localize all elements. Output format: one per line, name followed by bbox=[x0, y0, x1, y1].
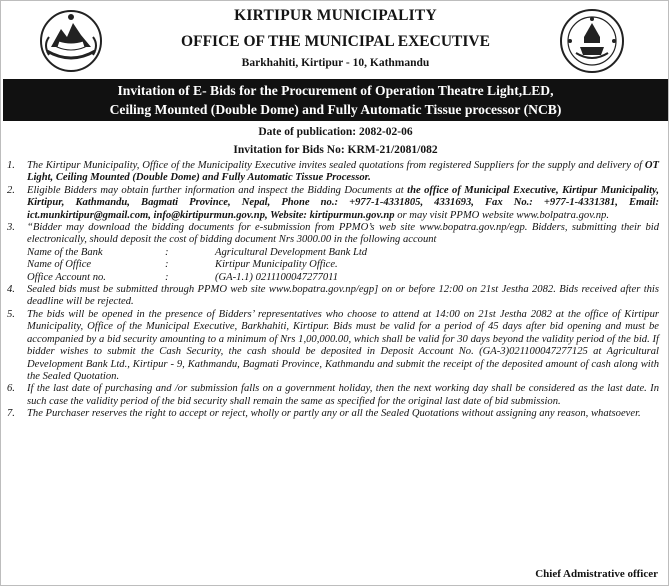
separator: : bbox=[165, 259, 169, 271]
office-title: OFFICE OF THE MUNICIPAL EXECUTIVE bbox=[181, 33, 490, 50]
list-item bbox=[7, 160, 659, 185]
item-number: 1. bbox=[7, 160, 15, 171]
bank-label: Name of the Bank bbox=[27, 246, 103, 258]
list-item bbox=[7, 185, 659, 222]
bank-value: Agricultural Development Bank Ltd bbox=[215, 246, 368, 258]
office-label: Name of Office bbox=[27, 259, 92, 271]
item-number: 4. bbox=[7, 284, 15, 296]
municipality-title: KIRTIPUR MUNICIPALITY bbox=[234, 7, 437, 24]
item-text: “Bidder may download the bidding documents for e-submission from PPMO’s web site www.bopatra.gov.np/egp. Bidders, submitting their bid electronically, should deposit the cost of bidding document Nrs 3000.00 in the following account bbox=[27, 222, 659, 246]
item-number: 7. bbox=[7, 408, 15, 420]
list-item bbox=[7, 408, 659, 420]
invitation-number: Invitation for Bids No: KRM-21/2081/082 bbox=[233, 144, 438, 156]
separator: : bbox=[165, 246, 169, 258]
banner-line-2: Ceiling Mounted (Double Dome) and Fully Automatic Tissue processor (NCB) bbox=[109, 102, 562, 117]
item-text: If the last date of purchasing and /or submission falls on a government holiday, then the next working day shall be considered as the last date. In such case the validity period of the bid security shall remain the same as specified for the original last date of bid submission. bbox=[27, 383, 659, 407]
notice-banner bbox=[3, 79, 668, 121]
terms-list bbox=[7, 160, 659, 421]
item-text-tail: or may visit PPMO website www.bolpatra.gov.np. bbox=[394, 209, 610, 221]
signature-title: Chief Admistrative officer bbox=[535, 568, 658, 580]
banner-line-1: Invitation of E- Bids for the Procurement of Operation Theatre Light,LED, bbox=[117, 83, 554, 98]
item-text: Eligible Bidders may obtain further information and inspect the Bidding Documents at bbox=[27, 184, 408, 196]
item-text: The Kirtipur Municipality, Office of the Municipality Executive invites sealed quotations from registered Suppliers for the supply and delivery of bbox=[27, 160, 645, 171]
office-address: Barkhahiti, Kirtipur - 10, Kathmandu bbox=[241, 57, 430, 69]
bank-account-table bbox=[27, 247, 659, 284]
item-text: Sealed bids must be submitted through PPMO web site www.bopatra.gov.np/egp] on or before 12:00 on 21st Jestha 2082. Bids received after this deadline will be rejected. bbox=[27, 284, 659, 308]
item-text: The Purchaser reserves the right to accept or reject, wholly or partly any or all the Sealed Quotations without assigning any reason, whatsoever. bbox=[27, 408, 641, 420]
item-number: 2. bbox=[7, 184, 15, 196]
item-number: 6. bbox=[7, 383, 15, 395]
separator: : bbox=[165, 271, 169, 283]
item-bold-text: the office of Municipal Executive, Kirtipur Municipality, Kirtipur, Kathmandu, Bagmati Province, Nepal, Phone no.: +977-1-4331805, 4331693, Fax No.: +977-1-4331381, Email: ict.munkirtipur@gmail.com, info@kirtipurmun.gov.np, Website: kirtipurmun.gov.np bbox=[27, 184, 659, 221]
list-item bbox=[7, 222, 659, 284]
list-item bbox=[7, 309, 659, 383]
item-number: 5. bbox=[7, 308, 15, 320]
account-label: Office Account no. bbox=[27, 271, 106, 283]
account-value: (GA-1.1) 0211100047277011 bbox=[215, 271, 338, 283]
office-value: Kirtipur Municipality Office. bbox=[215, 259, 338, 271]
item-text: The bids will be opened in the presence of Bidders’ representatives who choose to attend at 14:00 on 21st Jestha 2082 at the office of Kirtipur Municipality, Office of the Municipal Executive, Barkhahiti, Kirtipur. Bids must be valid for a period of 45 days after bid opening and must be accompanied by a bid security amounting to a minimum of Nrs 1,00,000.00, which shall be valid for 30 days beyond the validity period of the bid. If bidder wishes to submit the Cash Security, the cash should be deposited in Deposit Account No. (GA-3)021100047277125 at Agricultural Development Bank Ltd., Kirtipur - 9, Kathmandu, Bagmati Province, Kathmandu and submit the receipt of the deposited amount of cash along with the Sealed Quotation. bbox=[27, 308, 659, 382]
publication-date: Date of publication: 2082-02-06 bbox=[258, 126, 413, 138]
item-bold-text: OT Light, Ceiling Mounted (Double Dome) and Fully Automatic Tissue Processor. bbox=[27, 160, 659, 184]
item-number: 3. bbox=[7, 222, 15, 234]
list-item bbox=[7, 383, 659, 408]
list-item bbox=[7, 284, 659, 309]
